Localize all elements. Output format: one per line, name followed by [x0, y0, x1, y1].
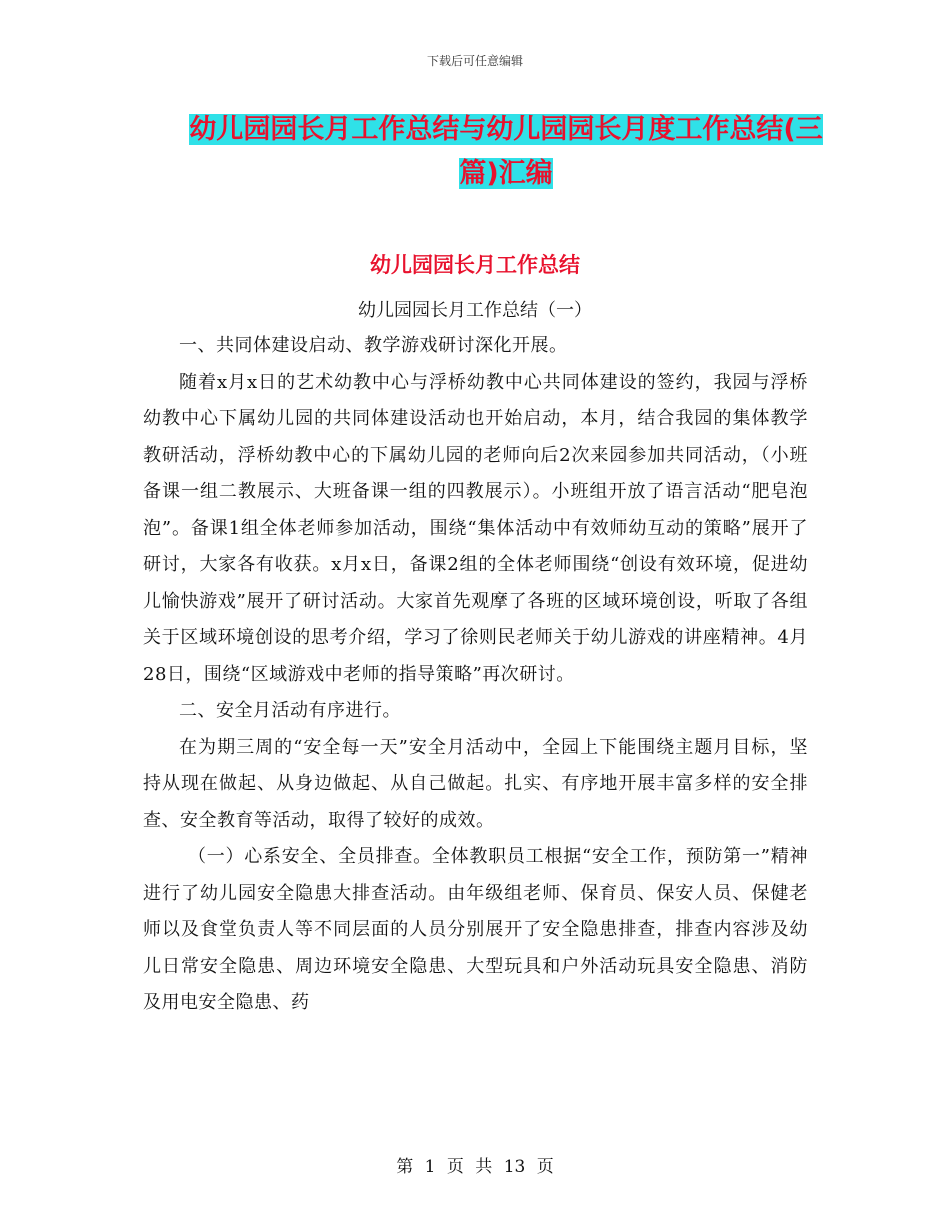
header-note: 下载后可任意编辑 [426, 54, 523, 68]
document-title [186, 108, 826, 196]
paragraph: 随着x月x日的艺术幼教中心与浮桥幼教中心共同体建设的签约，我园与浮桥幼教中心下属幼儿园的共同体建设活动也开始启动，本月，结合我园的集体教学教研活动，浮桥幼教中心的下属幼儿园的老师向后2次来园参加共同活动，（小班备课一组二教展示、大班备课一组的四教展示）。小班组开放了语言活动“肥皂泡泡”。备课1组全体老师参加活动，围绕“集体活动中有效师幼互动的策略”展开了研讨，大家各有收获。x月x日，备课2组的全体老师围绕“创设有效环境，促进幼儿愉快游戏”展开了研讨活动。大家首先观摩了各班的区域环境创设，听取了各组关于区域环境创设的思考介绍，学习了徐则民老师关于幼儿游戏的讲座精神。4月28日，围绕“区域游戏中老师的指导策略”再次研讨。 [143, 371, 808, 685]
section-heading: 幼儿园园长月工作总结 [370, 253, 580, 277]
document-title-text: 幼儿园园长月工作总结与幼儿园园长月度工作总结(三篇)汇编 [189, 114, 823, 189]
paragraph: 在为期三周的“安全每一天”安全月活动中，全园上下能围绕主题月目标，坚持从现在做起、从身边做起、从自己做起。扎实、有序地开展丰富多样的安全排查、安全教育等活动，取得了较好的成效。 [143, 736, 808, 831]
paragraph: （一）心系安全、全员排查。全体教职员工根据“安全工作，预防第一”精神进行了幼儿园安全隐患大排查活动。由年级组老师、保育员、保安人员、保健老师以及食堂负责人等不同层面的人员分别展开了安全隐患排查，排查内容涉及幼儿日常安全隐患、周边环境安全隐患、大型玩具和户外活动玩具安全隐患、消防及用电安全隐患、药 [143, 846, 808, 1013]
document-body [143, 328, 808, 1022]
paragraph-heading-1: 一、共同体建设启动、教学游戏研讨深化开展。 [179, 335, 568, 356]
paragraph-heading-2: 二、安全月活动有序进行。 [179, 700, 401, 721]
sub-heading: 幼儿园园长月工作总结（一） [358, 300, 592, 321]
page-footer: 第 1 页 共 13 页 [396, 1157, 554, 1177]
